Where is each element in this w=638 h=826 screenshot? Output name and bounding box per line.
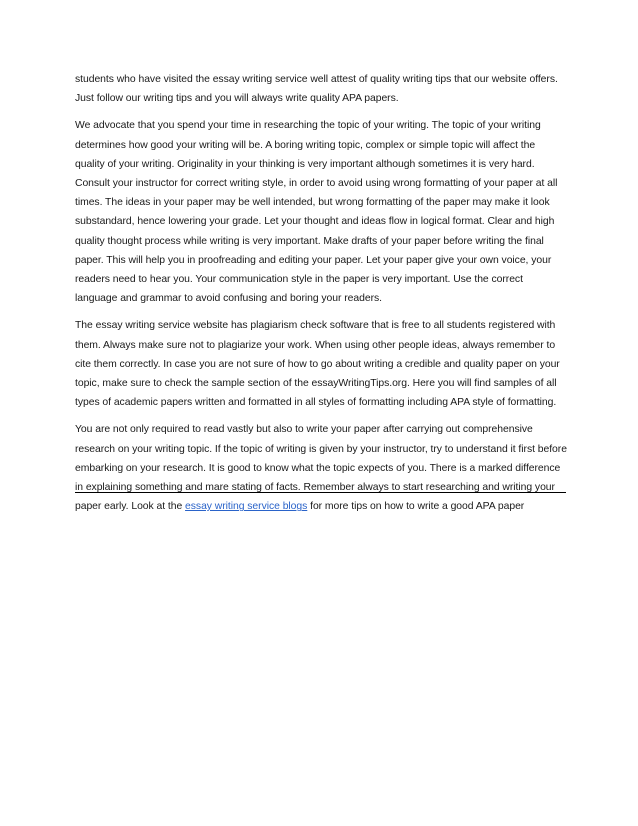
bottom-divider-line <box>75 492 566 493</box>
paragraph-4 <box>75 420 567 516</box>
paragraph-3: The essay writing service website has plagiarism check software that is free to all students registered with them. Always make sure not to plagiarize your work. When using other people ideas, always remember to cite them correctly. In case you are not sure of how to go about writing a credible and quality paper on your topic, make sure to check the sample section of the essayWritingTips.org. Here you will find samples of all types of academic papers written and formatted in all styles of formatting including APA style of formatting. <box>75 320 560 409</box>
essay-writing-service-blogs-link[interactable]: essay writing service blogs <box>185 501 308 513</box>
document-body <box>75 70 567 516</box>
paragraph-1: students who have visited the essay writing service well attest of quality writing tips that our website offers. Just follow our writing tips and you will always write quality APA papers. <box>75 74 558 105</box>
paragraph-4-text-after-link: for more tips on how to write a good APA paper <box>307 501 525 513</box>
paragraph-2: We advocate that you spend your time in researching the topic of your writing. The topic of your writing determines how good your writing will be. A boring writing topic, complex or simple topic will affect the quality of your writing. Originality in your thinking is very important although sometimes it is very hard. Consult your instructor for correct writing style, in order to avoid using wrong formatting of your paper at all times. The ideas in your paper may be well intended, but wrong formatting of the paper may make it look substandard, hence lowering your grade. Let your thought and ideas flow in logical format. Clear and high quality thought process while writing is very important. Make drafts of your paper before writing the final paper. This will help you in proofreading and editing your paper. Let your paper give your own voice, your readers need to hear you. Your communication style in the paper is very important. Use the correct language and grammar to avoid confusing and boring your readers. <box>75 120 558 305</box>
paragraph-4-text-before-link: You are not only required to read vastly but also to write your paper after carrying out comprehensive research on your writing topic. If the topic of writing is given by your instructor, try to understand it first before embarking on your research. It is good to know what the topic expects of you. There is a marked difference in explaining something and mare stating of facts. Remember always to start researching and writing your paper early. Look at the <box>75 424 567 513</box>
